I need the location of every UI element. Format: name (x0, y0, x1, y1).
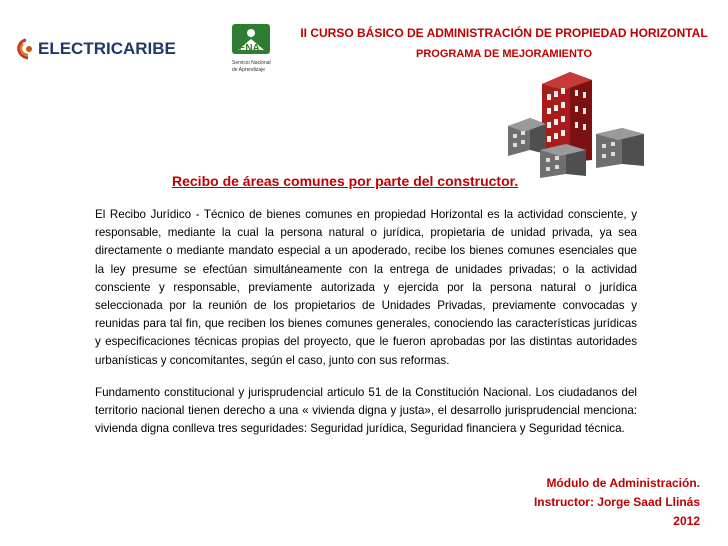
footer-module: Módulo de Administración. (546, 476, 700, 490)
buildings-illustration (500, 64, 652, 182)
electricaribe-logo (14, 28, 204, 68)
section-heading: Recibo de áreas comunes por parte del constructor. (172, 173, 519, 189)
paragraph: Fundamento constitucional y jurisprudencial articulo 51 de la Constitución Nacional. Los ciudadanos del territorio nacional tienen derecho a una « vivienda digna y justa», el desarrollo jurisprudencial menciona: vivienda digna conlleva tres seguridades: Seguridad jurídica, Seguridad financiera y Seguridad técnica. (95, 385, 637, 436)
svg-text:SENA: SENA (232, 43, 260, 54)
svg-text:de Aprendizaje: de Aprendizaje (232, 67, 266, 73)
footer-instructor: Instructor: Jorge Saad Llinás (533, 495, 700, 509)
electricaribe-swirl-icon (19, 40, 32, 58)
header-subtitle: PROGRAMA DE MEJORAMIENTO (415, 48, 592, 60)
svg-text:ELECTRICARIBE: ELECTRICARIBE (38, 39, 176, 58)
svg-text:Servicio Nacional: Servicio Nacional (232, 60, 271, 66)
sena-logo (228, 20, 284, 84)
header-title: II CURSO BÁSICO DE ADMINISTRACIÓN DE PROPIEDAD HORIZONTAL (300, 26, 708, 40)
buildings-icon (500, 64, 652, 182)
footer-year: 2012 (673, 514, 700, 528)
paragraph: El Recibo Jurídico - Técnico de bienes comunes en propiedad Horizontal es la actividad consciente, y responsable, mediante la cual la persona natural o jurídica, propietaria de unidad privada, ya sea directamente o mediante mandato especial a un apoderado, recibe los bienes comunes esenciales que la ley presume se efectúan simultáneamente con la entrega de unidades privadas; o la actividad consciente y responsable, previamente autorizada y ejercida por la persona natural o jurídica seleccionada por la reunión de los propietarios de Unidades Privadas, previamente convocadas y reunidas para tal fin, que reciben los bienes comunes generales, conociendo las características jurídicas y especificaciones técnicas propias del proyecto, que le fueron aprobadas por las distintas autoridades urbanísticas y concomitantes, según el caso, junto con sus reformas. (95, 208, 637, 367)
body-text (95, 206, 637, 452)
footer-credits (534, 474, 700, 531)
